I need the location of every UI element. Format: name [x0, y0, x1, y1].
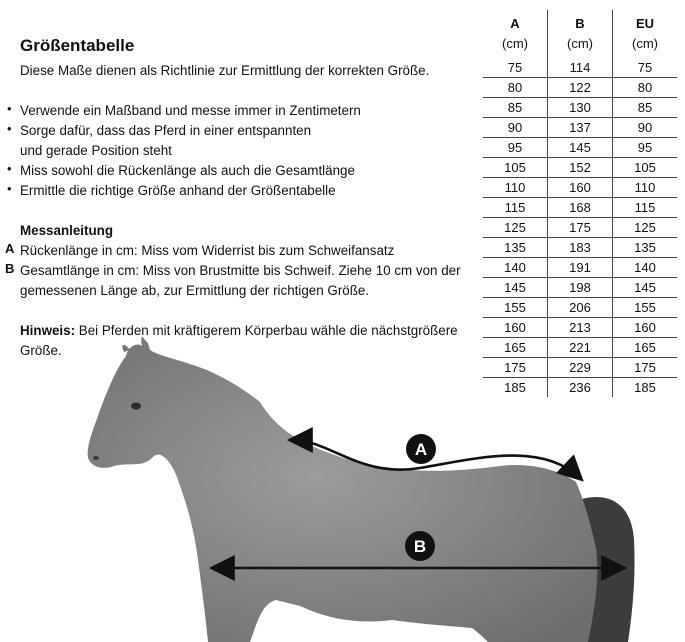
- table-cell: 135: [483, 238, 548, 258]
- marker-b: B: [5, 261, 15, 276]
- table-cell: 155: [613, 298, 678, 318]
- table-cell: 198: [548, 278, 613, 298]
- table-cell: 185: [613, 378, 678, 398]
- bullet-item-4: Ermittle die richtige Größe anhand der Größentabelle: [20, 183, 336, 198]
- table-cell: 221: [548, 338, 613, 358]
- table-cell: 140: [483, 258, 548, 278]
- bullet-item-3: Miss sowohl die Rückenlänge als auch die Gesamtlänge: [20, 163, 355, 178]
- table-row: [483, 158, 677, 178]
- header-a: [483, 10, 548, 58]
- table-cell: 135: [613, 238, 678, 258]
- badge-a-label: A: [414, 440, 428, 459]
- instructions-heading: Messanleitung: [20, 223, 114, 238]
- table-cell: 105: [613, 158, 678, 178]
- bullet-dot: •: [7, 101, 12, 116]
- table-cell: 168: [548, 198, 613, 218]
- table-row: [483, 258, 677, 278]
- table-cell: 137: [548, 118, 613, 138]
- hint-label: Hinweis:: [20, 323, 76, 338]
- table-cell: 175: [483, 358, 548, 378]
- header-b: [548, 10, 613, 58]
- table-row: [483, 278, 677, 298]
- bullet-item-2-cont: und gerade Position steht: [20, 143, 172, 158]
- table-cell: 115: [613, 198, 678, 218]
- header-text: A: [510, 16, 520, 31]
- table-cell: 122: [548, 78, 613, 98]
- table-row: [483, 318, 677, 338]
- table-cell: 236: [548, 378, 613, 398]
- bullet-dot: •: [7, 121, 12, 136]
- hint-text-cont: Größe.: [20, 343, 62, 358]
- table-cell: 90: [483, 118, 548, 138]
- bullet-dot: •: [7, 181, 12, 196]
- table-cell: 175: [548, 218, 613, 238]
- table-cell: 125: [613, 218, 678, 238]
- table-cell: 85: [483, 98, 548, 118]
- table-cell: 75: [613, 58, 678, 78]
- page-title: Größentabelle: [20, 36, 135, 55]
- table-cell: 206: [548, 298, 613, 318]
- table-cell: 160: [548, 178, 613, 198]
- intro-text: Diese Maße dienen als Richtlinie zur Ermittlung der korrekten Größe.: [20, 63, 430, 78]
- table-cell: 95: [483, 138, 548, 158]
- instruction-a: Rückenlänge in cm: Miss vom Widerrist bis zum Schweifansatz: [20, 243, 395, 258]
- table-row: [483, 338, 677, 358]
- table-cell: 80: [483, 78, 548, 98]
- table-row: [483, 238, 677, 258]
- table-row: [483, 298, 677, 318]
- horse-nostril: [93, 456, 99, 460]
- table-cell: 110: [613, 178, 678, 198]
- header-text: (cm): [632, 36, 658, 51]
- table-row: [483, 378, 677, 398]
- table-cell: 110: [483, 178, 548, 198]
- hint-body: Bei Pferden mit kräftigerem Körperbau wähle die nächstgrößere: [75, 323, 458, 338]
- table-cell: 140: [613, 258, 678, 278]
- table-cell: 90: [613, 118, 678, 138]
- table-row: [483, 98, 677, 118]
- table-cell: 160: [613, 318, 678, 338]
- table-cell: 130: [548, 98, 613, 118]
- table-cell: 85: [613, 98, 678, 118]
- marker-a: A: [5, 241, 15, 256]
- badge-b-label: B: [413, 537, 427, 556]
- bullet-dot: •: [7, 161, 12, 176]
- table-row: [483, 178, 677, 198]
- table-row: [483, 118, 677, 138]
- table-cell: 152: [548, 158, 613, 178]
- table-cell: 229: [548, 358, 613, 378]
- table-row: [483, 78, 677, 98]
- size-table: [483, 10, 677, 397]
- table-cell: 105: [483, 158, 548, 178]
- header-text: (cm): [567, 36, 593, 51]
- table-cell: 80: [613, 78, 678, 98]
- table-cell: 145: [613, 278, 678, 298]
- horse-eye: [131, 403, 141, 410]
- table-row: [483, 358, 677, 378]
- table-cell: 145: [548, 138, 613, 158]
- instruction-b: Gesamtlänge in cm: Miss von Brustmitte bis Schweif. Ziehe 10 cm von der: [20, 263, 461, 278]
- header-text: EU: [635, 16, 655, 31]
- table-cell: 165: [613, 338, 678, 358]
- table-cell: 175: [613, 358, 678, 378]
- table-cell: 183: [548, 238, 613, 258]
- table-cell: 185: [504, 380, 526, 395]
- table-cell: 160: [483, 318, 548, 338]
- table-cell: 115: [483, 198, 548, 218]
- table-cell: 125: [483, 218, 548, 238]
- bullet-item-1: Verwende ein Maßband und messe immer in Zentimetern: [20, 103, 361, 118]
- table-cell: 145: [483, 278, 548, 298]
- table-cell: 155: [483, 298, 548, 318]
- header-text: (cm): [502, 36, 528, 51]
- table-cell: 213: [548, 318, 613, 338]
- table-cell: 114: [548, 58, 613, 78]
- table-row: [483, 218, 677, 238]
- table-cell: 191: [548, 258, 613, 278]
- instruction-b-cont: gemessenen Länge ab, zur Ermittlung der richtigen Größe.: [20, 283, 370, 298]
- table-cell: 75: [483, 58, 548, 78]
- table-cell: 165: [483, 338, 548, 358]
- size-table-header: [483, 10, 677, 58]
- header-eu: [613, 10, 678, 58]
- bullet-item-2: Sorge dafür, dass das Pferd in einer entspannten: [20, 123, 312, 138]
- header-text: B: [575, 16, 585, 31]
- table-row: [483, 138, 677, 158]
- table-row: [483, 58, 677, 78]
- table-row: [483, 198, 677, 218]
- table-cell: 95: [613, 138, 678, 158]
